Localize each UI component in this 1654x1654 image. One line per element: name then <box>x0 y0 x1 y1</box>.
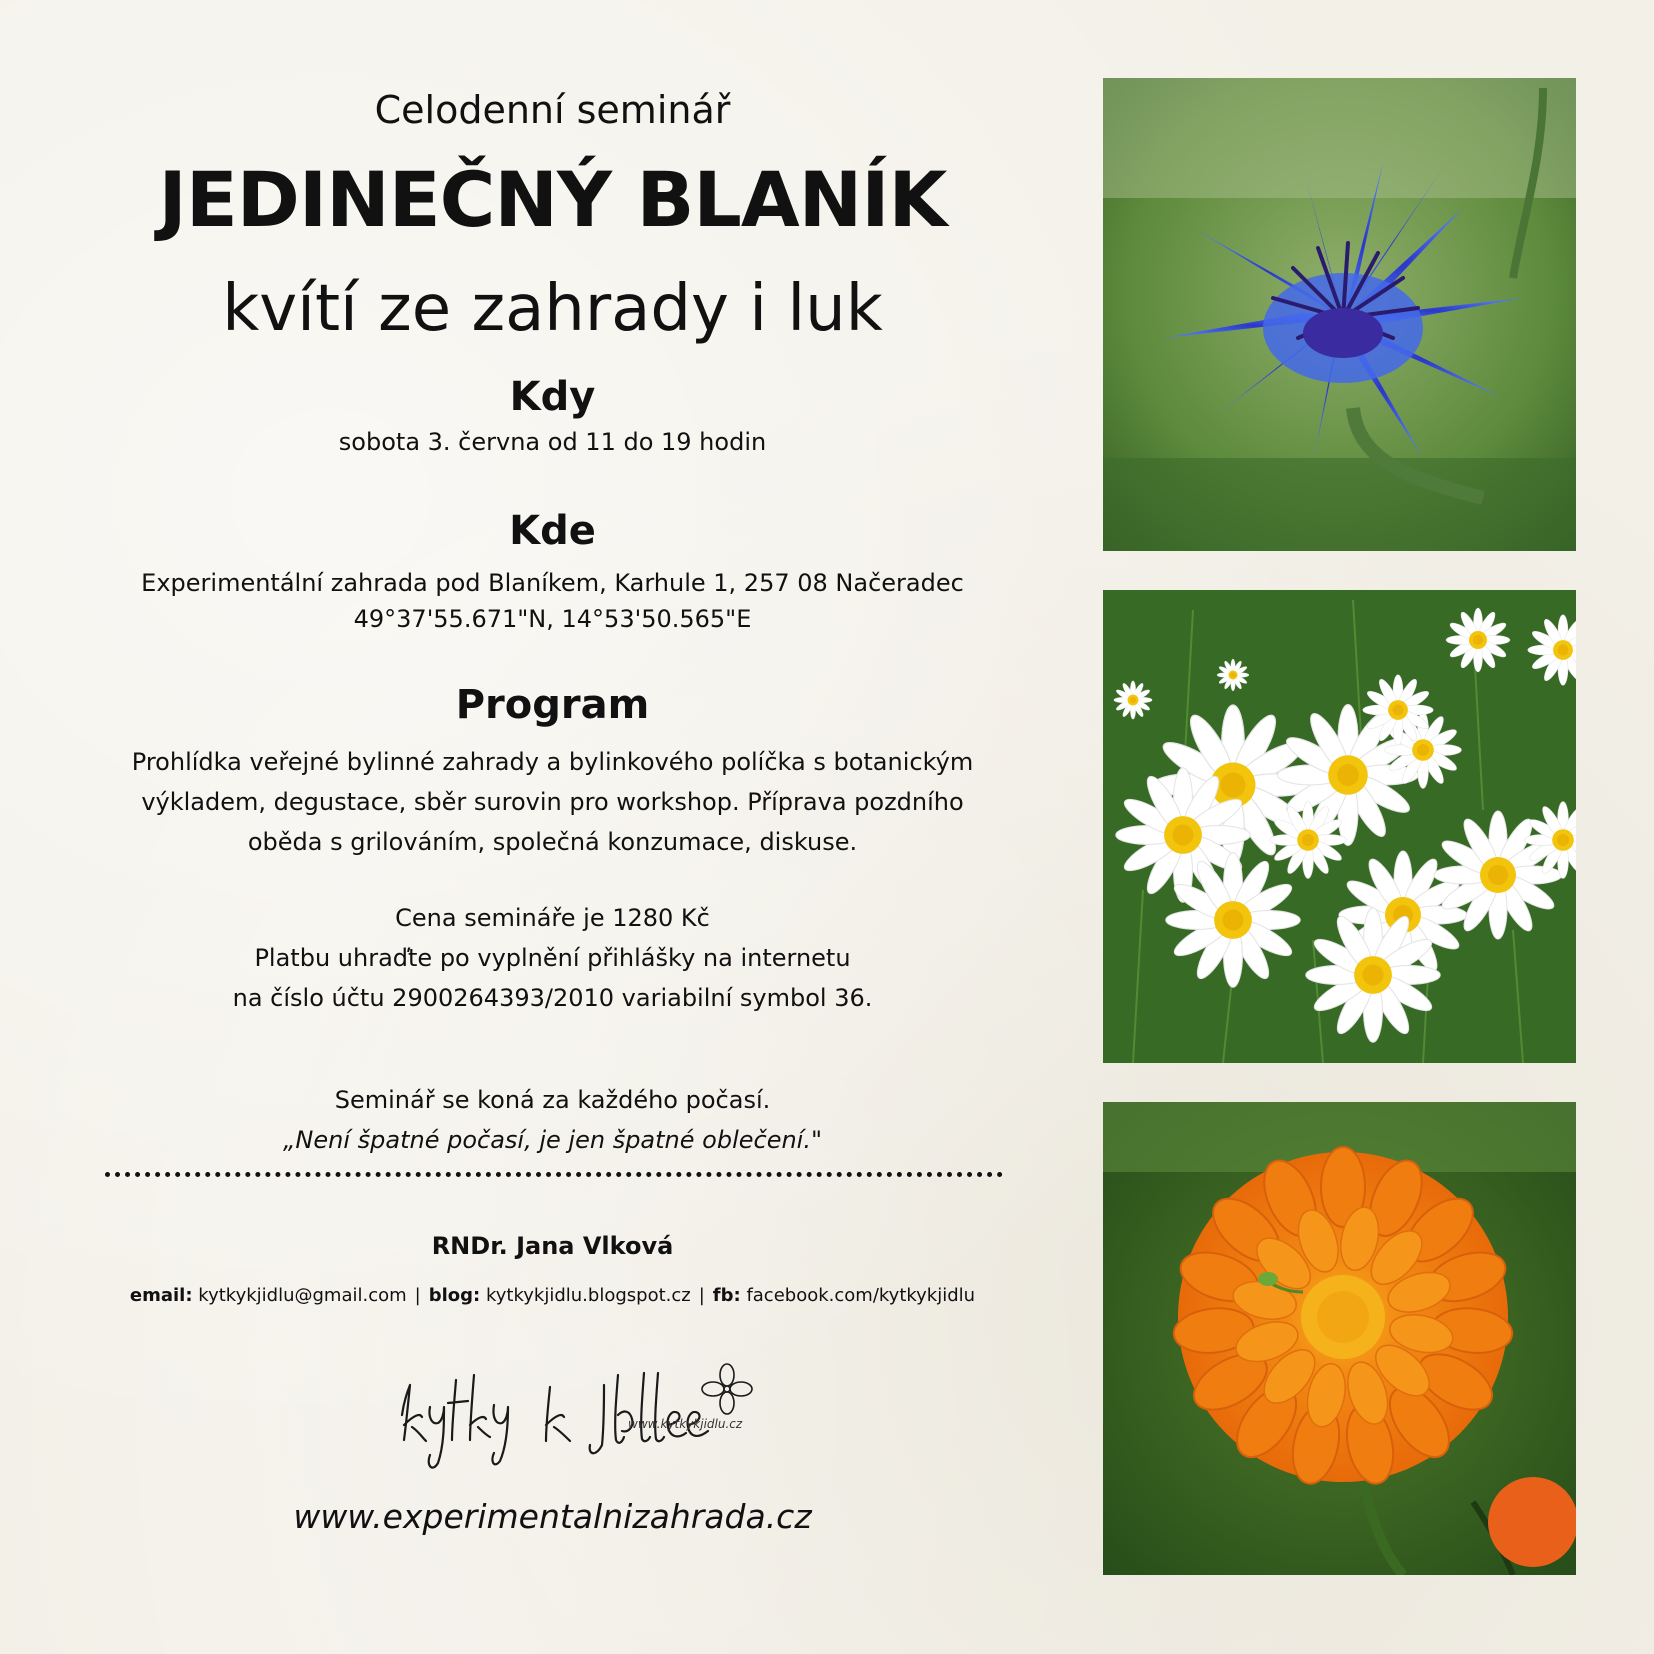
marigold-photo <box>1103 1102 1576 1575</box>
when-heading: Kdy <box>509 374 596 420</box>
payment-line: Cena semináře je 1280 Kč <box>395 904 710 932</box>
email-label: email: <box>129 1285 193 1306</box>
contact-line <box>80 1285 1025 1306</box>
program-text <box>80 742 1025 862</box>
program-line: výkladem, degustace, sběr surovin pro workshop. Příprava pozdního <box>141 788 964 816</box>
text-column <box>80 0 1025 1654</box>
seminar-kicker: Celodenní seminář <box>374 88 731 132</box>
payment-text <box>80 898 1025 1018</box>
dotted-divider <box>105 1172 1003 1177</box>
where-address: Experimentální zahrada pod Blaníkem, Karhule 1, 257 08 Načeradec <box>141 569 964 597</box>
where-block <box>80 565 1025 637</box>
weather-quote: „Není špatné počasí, je jen špatné oblečení." <box>282 1126 823 1154</box>
cornflower-photo <box>1103 78 1576 551</box>
email-link[interactable]: kytkykjidlu@gmail.com <box>198 1285 407 1306</box>
author-name: RNDr. Jana Vlková <box>431 1232 674 1260</box>
seminar-title: JEDINEČNÝ BLANÍK <box>158 155 947 244</box>
program-line: Prohlídka veřejné bylinné zahrady a bylinkového políčka s botanickým <box>131 748 974 776</box>
daisies-photo <box>1103 590 1576 1063</box>
logo-signature <box>382 1345 762 1480</box>
seminar-tagline: kvítí ze zahrady i luk <box>222 272 883 346</box>
weather-note <box>80 1080 1025 1160</box>
program-line: oběda s grilováním, společná konzumace, diskuse. <box>247 828 858 856</box>
contact-separator: | <box>698 1285 705 1306</box>
where-heading: Kde <box>509 508 596 554</box>
blog-label: blog: <box>428 1285 481 1306</box>
contact-separator: | <box>414 1285 421 1306</box>
payment-line: Platbu uhraďte po vyplnění přihlášky na internetu <box>254 944 851 972</box>
payment-line: na číslo účtu 2900264393/2010 variabilní symbol 36. <box>232 984 873 1012</box>
where-coords: 49°37'55.671"N, 14°53'50.565"E <box>353 605 752 633</box>
website-link[interactable]: www.experimentalnizahrada.cz <box>293 1497 812 1536</box>
fb-link[interactable]: facebook.com/kytkykjidlu <box>746 1285 976 1306</box>
blog-link[interactable]: kytkykjidlu.blogspot.cz <box>485 1285 691 1306</box>
logo-url: www.kytkykjidlu.cz <box>628 1417 743 1431</box>
when-text: sobota 3. června od 11 do 19 hodin <box>338 428 767 456</box>
weather-line: Seminář se koná za každého počasí. <box>334 1086 771 1114</box>
flower-logo-icon <box>702 1364 752 1414</box>
program-heading: Program <box>455 682 650 728</box>
fb-label: fb: <box>712 1285 741 1306</box>
